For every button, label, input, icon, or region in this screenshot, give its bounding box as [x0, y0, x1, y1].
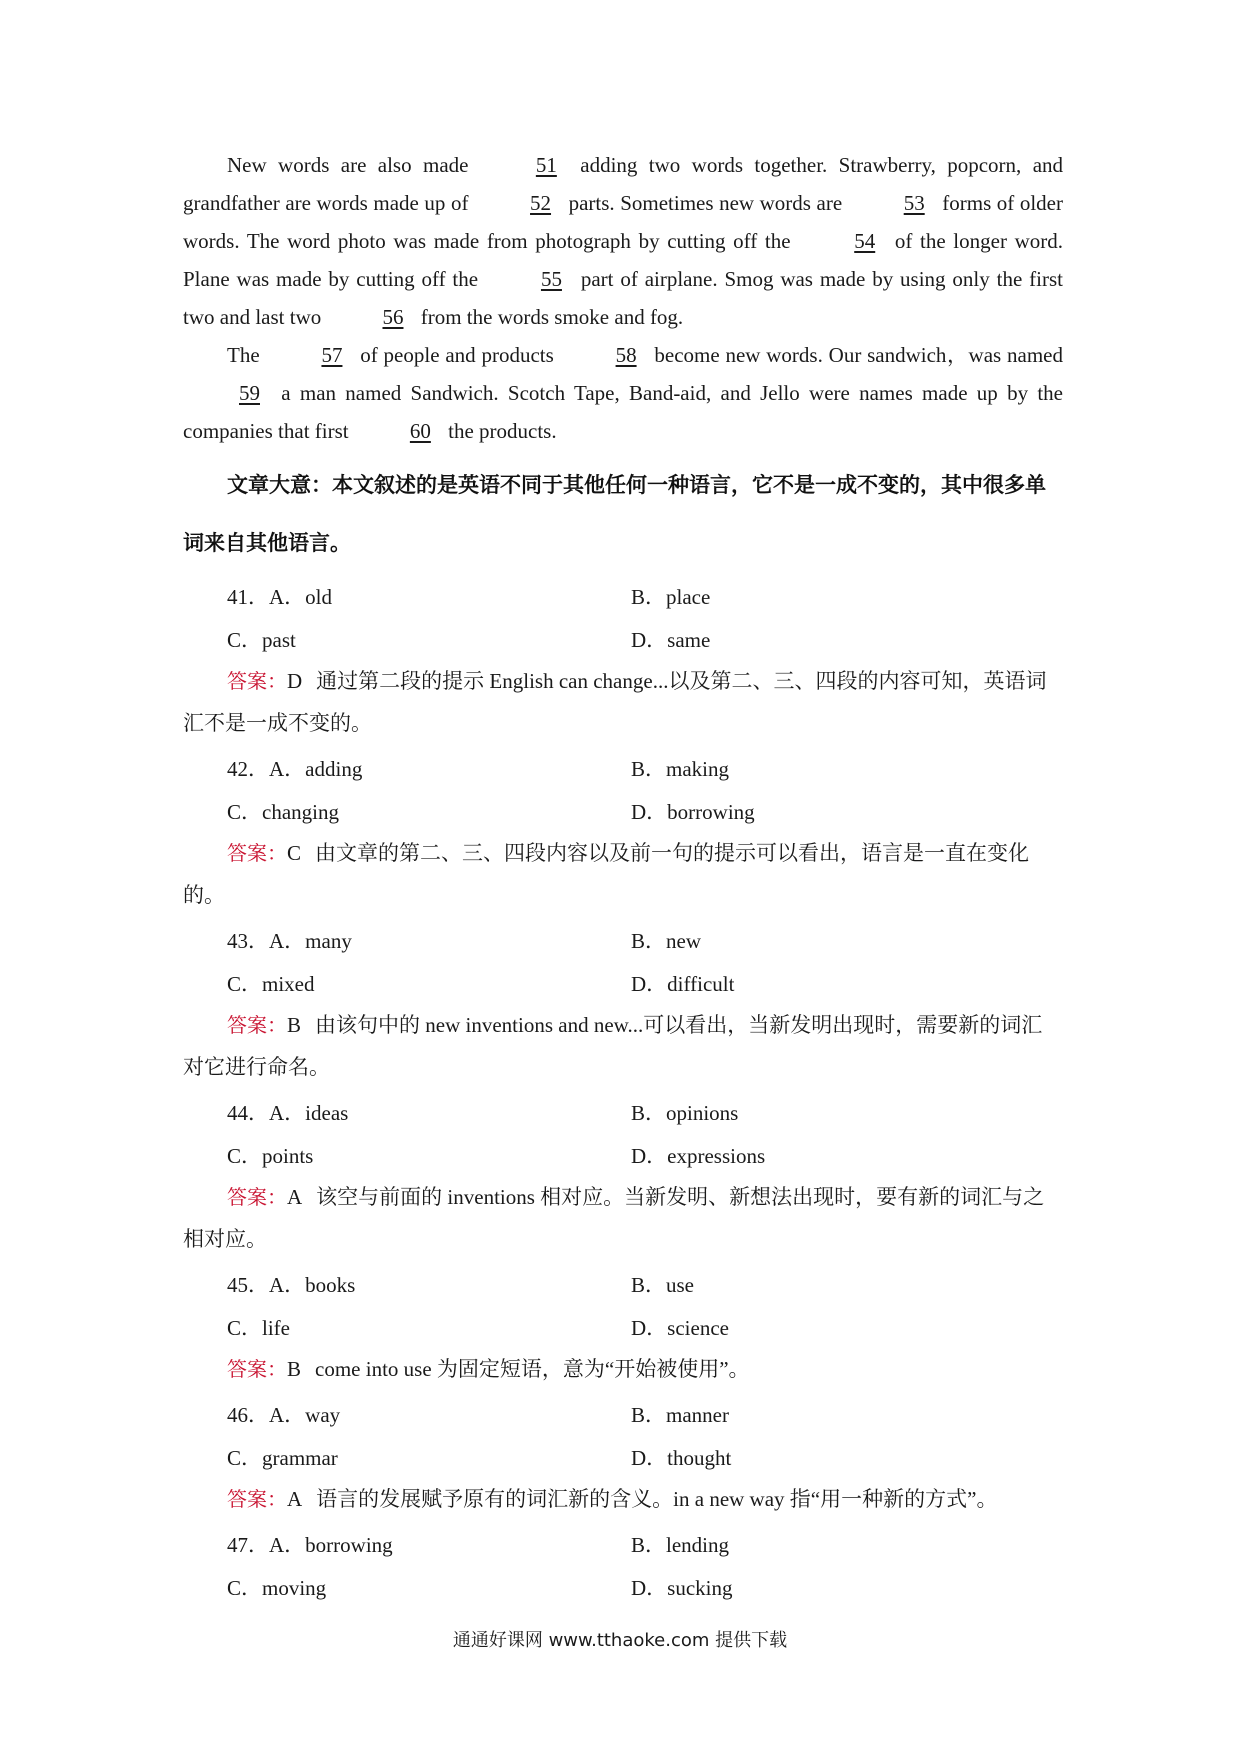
option-b: B．use [631, 1272, 694, 1297]
option-row [183, 1565, 1063, 1608]
answer-explanation [183, 1478, 1063, 1520]
explanation-text: 由文章的第二、三、四段内容以及前一句的提示可以看出，语言是一直在变化的。 [183, 841, 1030, 907]
passage-text: of people and products [354, 343, 560, 367]
option-d: D．borrowing [631, 799, 755, 824]
option-row [183, 789, 1063, 832]
option-d: D．sucking [631, 1575, 733, 1600]
answer-label: 答案： [227, 1357, 287, 1381]
passage-text: become new words. Our sandwich，was named [648, 343, 1063, 367]
answer-explanation [183, 832, 1063, 916]
blank-54: 54 [854, 229, 876, 253]
option-c: C．points [227, 1143, 314, 1168]
option-c: C．past [227, 627, 296, 652]
blank-57: 57 [321, 343, 343, 367]
passage-paragraph-2 [183, 336, 1063, 450]
option-row [183, 1262, 1063, 1305]
option-c: C．moving [227, 1575, 327, 1600]
answer-explanation [183, 1176, 1063, 1260]
option-b: B．manner [631, 1402, 729, 1427]
option-d: D．science [631, 1315, 729, 1340]
answer-label: 答案： [227, 669, 287, 693]
passage-text: forms of older words. The word photo was made from photograph by cutting off the [183, 191, 1063, 253]
option-a: 46．A．way [227, 1402, 341, 1427]
passage-text: The [227, 343, 266, 367]
option-row [183, 1522, 1063, 1565]
answer-label: 答案： [227, 1487, 287, 1511]
option-d: D．expressions [631, 1143, 766, 1168]
explanation-text: 由该句中的 new inventions and new...可以看出，当新发明出现时，需要新的词汇对它进行命名。 [183, 1013, 1043, 1079]
answer-explanation [183, 1004, 1063, 1088]
option-b: B．opinions [631, 1100, 739, 1125]
document-body [183, 146, 1063, 1608]
blank-53: 53 [903, 191, 925, 215]
passage-text: New words are also made [227, 153, 480, 177]
option-row [183, 1435, 1063, 1478]
answer-explanation [183, 660, 1063, 744]
answer-key: C [287, 841, 302, 865]
option-row [183, 918, 1063, 961]
option-c: C．grammar [227, 1445, 338, 1470]
option-row [183, 1090, 1063, 1133]
passage-text: the products. [442, 419, 557, 443]
answer-key: D [287, 669, 303, 693]
question-45 [183, 1262, 1063, 1390]
blank-55: 55 [540, 267, 562, 291]
question-44 [183, 1090, 1063, 1260]
passage-text: a man named Sandwich. Scotch Tape, Band-aid, and Jello were names made up by the companies that first [183, 381, 1063, 443]
explanation-text: come into use 为固定短语，意为“开始被使用”。 [315, 1357, 750, 1381]
option-a: 43．A．many [227, 928, 352, 953]
option-a: 45．A．books [227, 1272, 356, 1297]
question-42 [183, 746, 1063, 916]
article-summary: 文章大意：本文叙述的是英语不同于其他任何一种语言，它不是一成不变的，其中很多单词来自其他语言。 [183, 473, 1046, 555]
option-a: 44．A．ideas [227, 1100, 349, 1125]
answer-key: A [287, 1487, 303, 1511]
option-a: 47．A．borrowing [227, 1532, 393, 1557]
option-b: B．new [631, 928, 701, 953]
option-row [183, 746, 1063, 789]
answer-key: A [287, 1185, 303, 1209]
option-d: D．same [631, 627, 711, 652]
option-row [183, 574, 1063, 617]
question-41 [183, 574, 1063, 744]
answer-key: B [287, 1357, 302, 1381]
passage-text: from the words smoke and fog. [415, 305, 684, 329]
blank-59: 59 [239, 381, 260, 405]
option-row [183, 1392, 1063, 1435]
option-a: 41．A．old [227, 584, 332, 609]
passage-text: parts. Sometimes new words are [563, 191, 848, 215]
passage-text: part of airplane. Smog was made by using only the first two and last two [183, 267, 1063, 329]
option-b: B．lending [631, 1532, 729, 1557]
option-row [183, 617, 1063, 660]
option-d: D．difficult [631, 971, 735, 996]
answer-key: B [287, 1013, 302, 1037]
option-row [183, 961, 1063, 1004]
answer-explanation [183, 1348, 1063, 1390]
blank-56: 56 [382, 305, 404, 329]
explanation-text: 语言的发展赋予原有的词汇新的含义。in a new way 指“用一种新的方式”。 [316, 1487, 998, 1511]
option-a: 42．A．adding [227, 756, 363, 781]
option-c: C．changing [227, 799, 339, 824]
blank-60: 60 [409, 419, 431, 443]
option-b: B．place [631, 584, 711, 609]
question-47 [183, 1522, 1063, 1608]
explanation-text: 该空与前面的 inventions 相对应。当新发明、新想法出现时，要有新的词汇与之相对应。 [183, 1185, 1045, 1251]
option-row [183, 1133, 1063, 1176]
option-c: C．life [227, 1315, 290, 1340]
passage-text: adding two words together. Strawberry, popcorn, and grandfather are words made up of [183, 153, 1064, 215]
explanation-text: 通过第二段的提示 English can change...以及第二、三、四段的内容可知，英语词汇不是一成不变的。 [183, 669, 1047, 735]
option-b: B．making [631, 756, 729, 781]
option-d: D．thought [631, 1445, 732, 1470]
blank-58: 58 [615, 343, 637, 367]
passage-paragraph-1 [183, 146, 1063, 336]
option-c: C．mixed [227, 971, 315, 996]
option-row [183, 1305, 1063, 1348]
blank-52: 52 [530, 191, 552, 215]
question-43 [183, 918, 1063, 1088]
answer-label: 答案： [227, 841, 287, 865]
passage-text: of the longer word. Plane was made by cutting off the [183, 229, 1063, 291]
blank-51: 51 [535, 153, 557, 177]
answer-label: 答案： [227, 1013, 287, 1037]
page-footer: 通通好课网 www.tthaoke.com 提供下载 [452, 1630, 788, 1651]
question-46 [183, 1392, 1063, 1520]
answer-label: 答案： [227, 1185, 287, 1209]
